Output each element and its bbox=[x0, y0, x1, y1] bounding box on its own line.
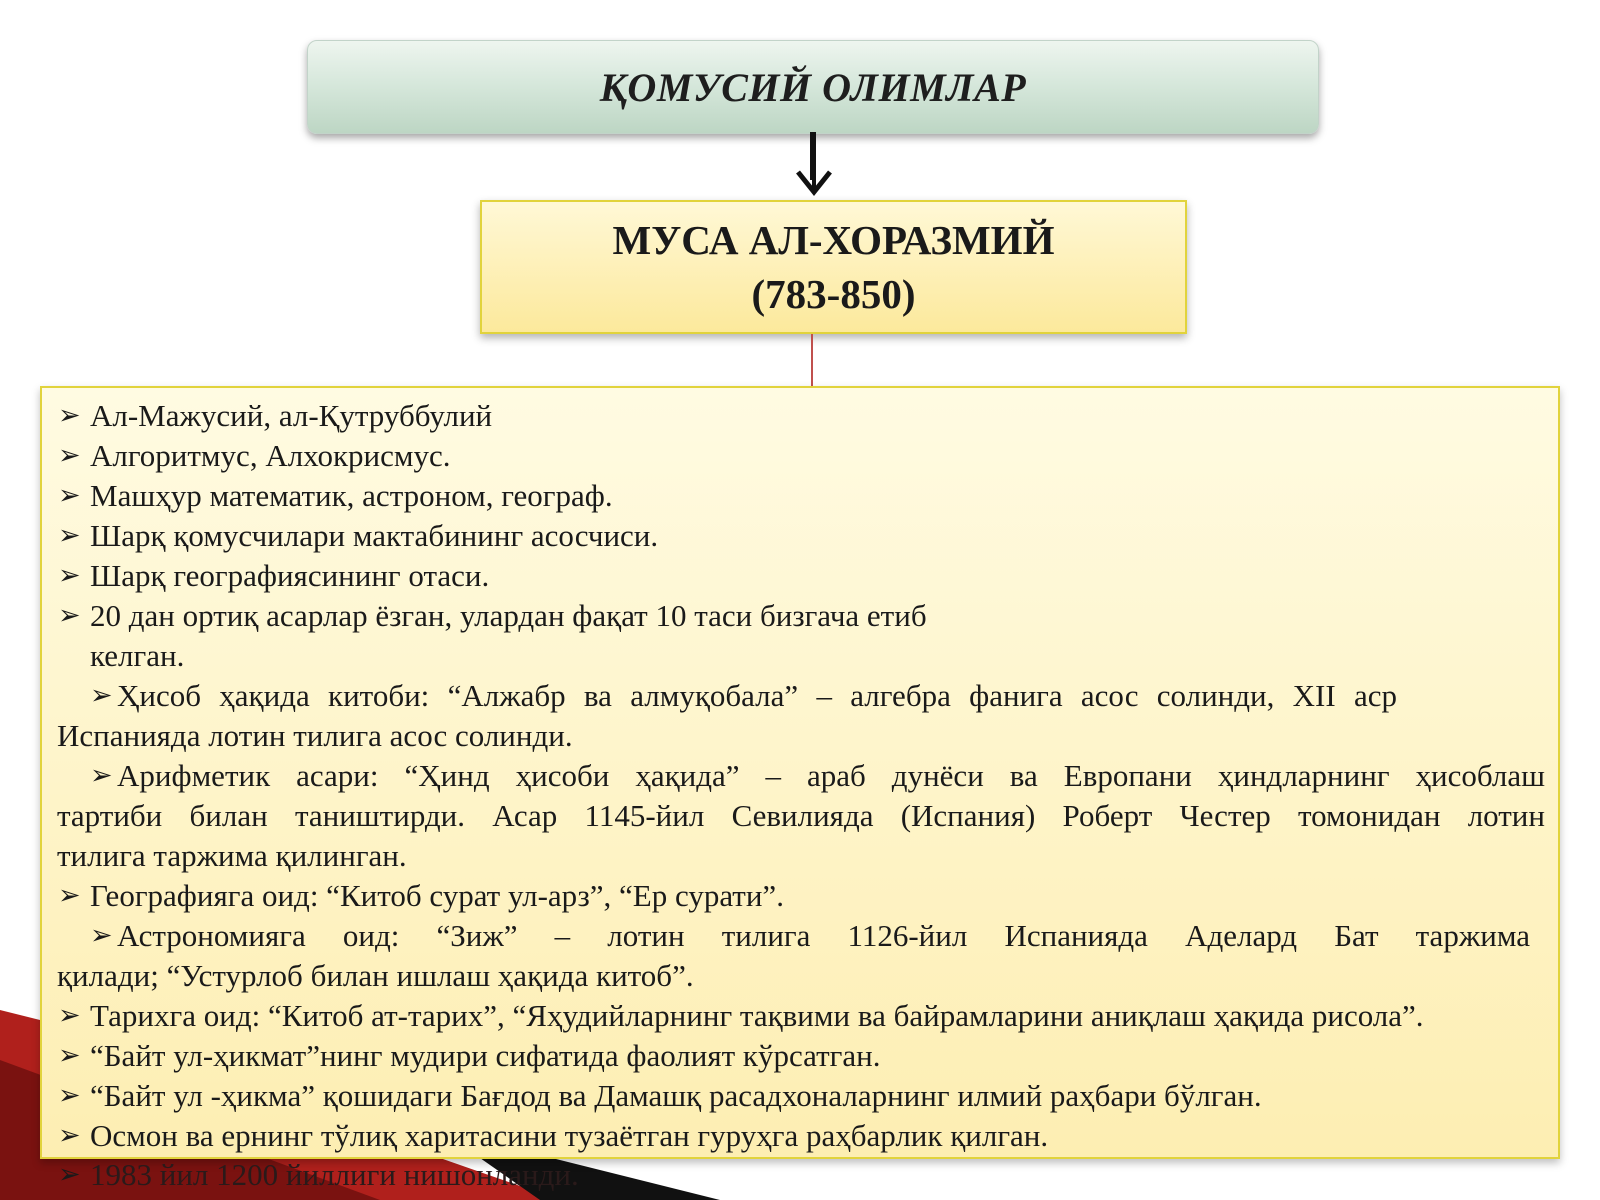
list-item: Шарқ қомусчилари мактабининг асосчиси. bbox=[90, 518, 659, 553]
bullet-arrow-icon: ➢ bbox=[90, 920, 113, 951]
person-box bbox=[480, 200, 1187, 334]
list-item: Ал-Мажусий, ал-Қутруббулий bbox=[90, 398, 493, 433]
bullet-arrow-icon: ➢ bbox=[58, 1080, 81, 1111]
list-item: “Байт ул-ҳикмат”нинг мудири сифатида фаолият кўрсатган. bbox=[90, 1038, 881, 1073]
list-item-overflow: 1983 йил 1200 йиллиги нишонланди. bbox=[90, 1157, 579, 1192]
page-title: ҚОМУСИЙ ОЛИМЛАР bbox=[599, 64, 1027, 110]
paragraph-line: тартиби билан таништирди. Асар 1145-йил Севилияда (Испания) Роберт Честер томонидан лотин bbox=[57, 798, 1545, 833]
bullet-arrow-icon: ➢ bbox=[58, 1159, 81, 1190]
list-item: Географияга оид: “Китоб сурат ул-арз”, “Ер сурати”. bbox=[90, 878, 784, 913]
list-item: Осмон ва ернинг тўлиқ харитасини тузаётган гуруҳга раҳбарлик қилган. bbox=[90, 1118, 1049, 1153]
paragraph-line: тилига таржима қилинган. bbox=[57, 838, 407, 873]
bullet-arrow-icon: ➢ bbox=[58, 520, 81, 551]
list-item: “Байт ул -ҳикма” қошидаги Бағдод ва Дамашқ расадхоналарнинг илмий раҳбари бўлган. bbox=[90, 1078, 1262, 1113]
bullet-arrow-icon: ➢ bbox=[58, 560, 81, 591]
bullet-arrow-icon: ➢ bbox=[58, 400, 81, 431]
list-item: Машҳур математик, астроном, географ. bbox=[90, 478, 613, 513]
paragraph-line: Испанияда лотин тилига асос солинди. bbox=[57, 718, 573, 753]
person-years: (783-850) bbox=[751, 271, 916, 317]
list-item: Тарихга оид: “Китоб ат-тарих”, “Яҳудийларнинг тақвими ва байрамларини аниқлаш ҳақида рисола”. bbox=[90, 998, 1424, 1033]
paragraph-line: қилади; “Устурлоб билан ишлаш ҳақида китоб”. bbox=[57, 958, 694, 993]
list-item-continuation: келган. bbox=[90, 638, 185, 673]
paragraph-line: Астрономияга оид: “Зиж” – лотин тилига 1126-йил Испанияда Аделард Бат таржима bbox=[117, 918, 1530, 953]
bullet-arrow-icon: ➢ bbox=[90, 760, 113, 791]
bullet-arrow-icon: ➢ bbox=[58, 480, 81, 511]
bullet-arrow-icon: ➢ bbox=[58, 880, 81, 911]
bullet-arrow-icon: ➢ bbox=[58, 440, 81, 471]
paragraph-line: Ҳисоб ҳақида китоби: “Алжабр ва алмуқобала” – алгебра фанига асос солинди, XII аср bbox=[117, 678, 1397, 713]
list-item: Алгоритмус, Алхокрисмус. bbox=[90, 438, 451, 473]
bullet-arrow-icon: ➢ bbox=[58, 1040, 81, 1071]
bullet-arrow-icon: ➢ bbox=[58, 1120, 81, 1151]
list-item: 20 дан ортиқ асарлар ёзган, улардан фақат 10 таси бизгача етиб bbox=[90, 598, 927, 633]
list-item: Шарқ географиясининг отаси. bbox=[90, 558, 490, 593]
bullet-arrow-icon: ➢ bbox=[90, 680, 113, 711]
down-arrow-icon bbox=[789, 130, 839, 200]
connector-line bbox=[811, 334, 813, 386]
bullet-arrow-icon: ➢ bbox=[58, 1000, 81, 1031]
bullet-arrow-icon: ➢ bbox=[58, 600, 81, 631]
paragraph-line: Арифметик асари: “Ҳинд ҳисоби ҳақида” – араб дунёси ва Европани ҳиндларнинг ҳисоблаш bbox=[117, 758, 1545, 793]
title-box bbox=[307, 40, 1319, 134]
person-name: МУСА АЛ-ХОРАЗМИЙ bbox=[612, 217, 1055, 263]
